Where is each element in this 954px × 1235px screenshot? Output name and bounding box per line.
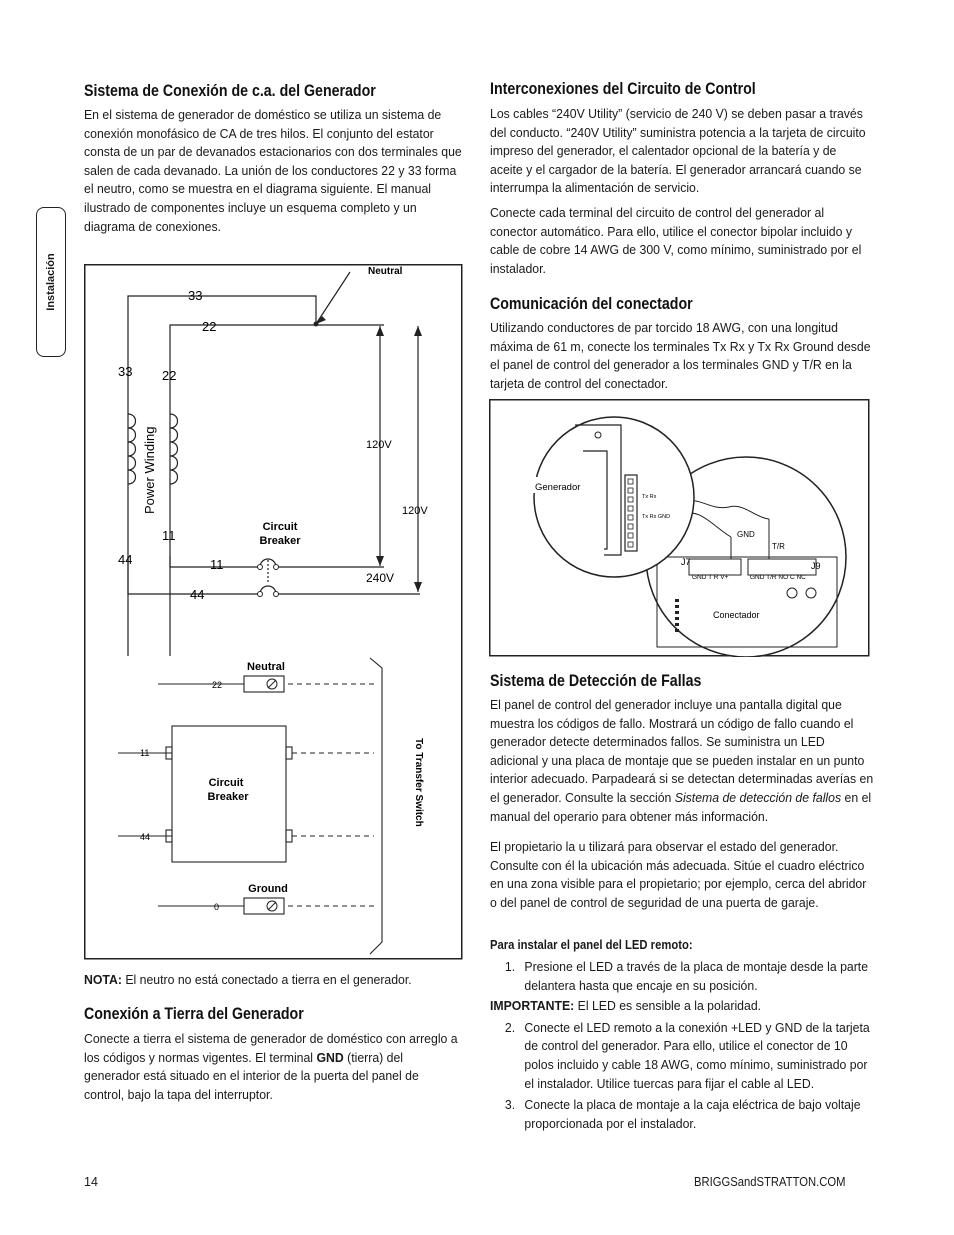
- terminal-0-label: 0: [214, 902, 220, 912]
- terminal-11-label: 11: [140, 748, 150, 758]
- step-2-number: 2.: [504, 1019, 516, 1035]
- note: [84, 971, 456, 990]
- circuit-breaker-label-1: Circuit: [262, 521, 298, 533]
- wire-44-label: 44: [190, 587, 205, 602]
- txrx-label: Tx Rx: [642, 494, 657, 500]
- conectador-label: Conectador: [713, 610, 760, 620]
- section-title-communication: Comunicación del conectador: [490, 295, 693, 313]
- fault-p1-a: El panel de control del generador incluye una pantalla digital que muestra los códigos de fallo. Mostrará un código de fallo cuando el generador detecte determinados fallos. Se suministra un LED adicional y una placa de montaje que se pueden instalar en un punto interior adecuado. Parpadeará si se detectan determinadas averías en el generador. Consulte la sección: [490, 697, 874, 805]
- important-note: [490, 997, 871, 1016]
- j7-label: J7: [681, 557, 691, 567]
- note-text: El neutro no está conectado a tierra en el generador.: [121, 972, 412, 987]
- terminal-22-label: 22: [212, 680, 223, 690]
- step-3-number: 3.: [504, 1097, 516, 1113]
- communication-body: Utilizando conductores de par torcido 18 AWG, con una longitud máxima de 61 m, conecte los terminales Tx Rx y Tx Rx Ground desde el panel de control del generador a los terminales GND y T/R en la tarjeta de control del conectador.: [490, 320, 871, 391]
- transfer-switch-label: To Transfer Switch: [413, 738, 424, 827]
- winding-22-label: 22: [162, 368, 177, 383]
- led-install-title: Para instalar el panel del LED remoto:: [490, 938, 693, 952]
- voltage-240: 240V: [366, 571, 395, 585]
- ground-body-gnd: GND: [316, 1049, 344, 1065]
- power-winding-label: Power Winding: [142, 426, 157, 514]
- neutral-terminal-label: Neutral: [247, 661, 285, 673]
- step-1: [490, 958, 871, 995]
- circuit-breaker-label-2: Breaker: [259, 535, 301, 547]
- ac-connection-body: En el sistema de generador de doméstico se utiliza un sistema de conexión monofásico de CA de tres hilos. El conjunto del estator consta de un par de devanados estacionarios con dos terminales que salen de cada devanado. La unión de los conductores 22 y 33 forma el neutro, como se muestra en el diagrama siguiente. El manual ilustrado de componentes incluye un esquema completo y un diagrama de conexiones.: [84, 107, 462, 234]
- control-circuit-p1: Los cables “240V Utility” (servicio de 240 V) se deben pasar a través del conducto. “240V Utility” suministra potencia a la tarjeta de circuito impreso del generador, el calentador opcional de la batería y de aceite y el cargador de la batería. El generador arrancará cuando se interrumpa la alimentación de servicio.: [490, 106, 866, 196]
- step-3: [490, 1096, 871, 1133]
- section-title-control-circuit: Interconexiones del Circuito de Control: [490, 80, 756, 98]
- wire-22-label: 22: [202, 319, 217, 334]
- control-circuit-p2: Conecte cada terminal del circuito de control del generador al conector automático. Para ello, utilice el conector bipolar incluido y cable de cobre 14 AWG de 300 V, como mínimo, suministrado por el instalador.: [490, 205, 862, 276]
- fault-detection-p2: El propietario la u tilizará para observar el estado del generador. Consulte con él la ubicación más adecuada. Sitúe el cuadro eléctrico en una zona visible para el propietario; por ejemplo, cerca del abridor o del panel de control de seguridad de una puerta de garaje.: [490, 839, 867, 910]
- important-text: El LED es sensible a la polaridad.: [574, 998, 762, 1014]
- wire-33-label: 33: [188, 288, 203, 303]
- breaker-box-label-1: Circuit: [208, 777, 244, 789]
- j7-pins: GND T R V+: [692, 574, 729, 581]
- winding-33-label: 33: [118, 364, 133, 379]
- fault-p1-b: en el manual del operario para obtener más información.: [490, 789, 872, 824]
- breaker-box-label-2: Breaker: [207, 791, 249, 803]
- ground-body-b: (tierra) del generador está situado en el interior de la puerta del panel de control, bajo la tapa del interruptor.: [84, 1049, 419, 1102]
- important-label: IMPORTANTE:: [490, 998, 575, 1014]
- led-steps: [490, 958, 871, 1133]
- tr-label: T/R: [772, 542, 785, 551]
- voltage-120-b: 120V: [402, 505, 428, 517]
- section-title-fault-detection: Sistema de Detección de Fallas: [490, 672, 702, 690]
- generador-label: Generador: [535, 482, 581, 493]
- fault-detection-p1: [490, 696, 873, 826]
- fault-p1-italic: Sistema de detección de fallos: [674, 789, 842, 805]
- note-label: NOTA:: [84, 972, 122, 987]
- connector-diagram: [489, 399, 870, 657]
- ground-body-a: Conecte a tierra el sistema de generador de doméstico con arreglo a los códigos y normas vigentes. El terminal: [84, 1031, 458, 1065]
- neutral-label: Neutral: [368, 266, 403, 277]
- section-title-ground: Conexión a Tierra del Generador: [84, 1005, 304, 1023]
- winding-44-label: 44: [118, 552, 133, 567]
- voltage-120-a: 120V: [366, 439, 392, 451]
- winding-11-label: 11: [162, 528, 176, 543]
- side-tab: [36, 207, 66, 357]
- terminal-44-label: 44: [140, 832, 151, 842]
- ground-body: [84, 1030, 462, 1104]
- txrxgnd-label: Tx Rx GND: [642, 514, 671, 520]
- j9-pins: GND T/R NO C NC: [750, 574, 806, 581]
- website-link[interactable]: BRIGGSandSTRATTON.COM: [694, 1175, 846, 1189]
- j9-label: J9: [811, 561, 821, 571]
- section-title-ac-connection: Sistema de Conexión de c.a. del Generador: [84, 82, 376, 100]
- ground-label: Ground: [248, 883, 288, 895]
- step-1-text: Presione el LED a través de la placa de montaje desde la parte delantera hasta que encaje en su posición.: [524, 959, 869, 993]
- generator-wiring-diagram: [84, 264, 464, 961]
- page-number: 14: [84, 1175, 98, 1189]
- step-2-text: Conecte el LED remoto a la conexión +LED y GND de la tarjeta de control del generador. Para ello, utilice el conector de 10 polos incluido y cable 18 AWG, como mínimo, suministrado por el instalador. Utilice tuercas para fijar el cable al LED.: [524, 1019, 870, 1091]
- wire-11-label: 11: [210, 557, 224, 572]
- gnd-label: GND: [737, 530, 755, 539]
- step-1-number: 1.: [504, 959, 516, 974]
- side-tab-label: Instalación: [45, 253, 57, 311]
- step-2: [490, 1019, 871, 1093]
- step-3-text: Conecte la placa de montaje a la caja eléctrica de bajo voltaje proporcionada por el instalador.: [524, 1097, 861, 1131]
